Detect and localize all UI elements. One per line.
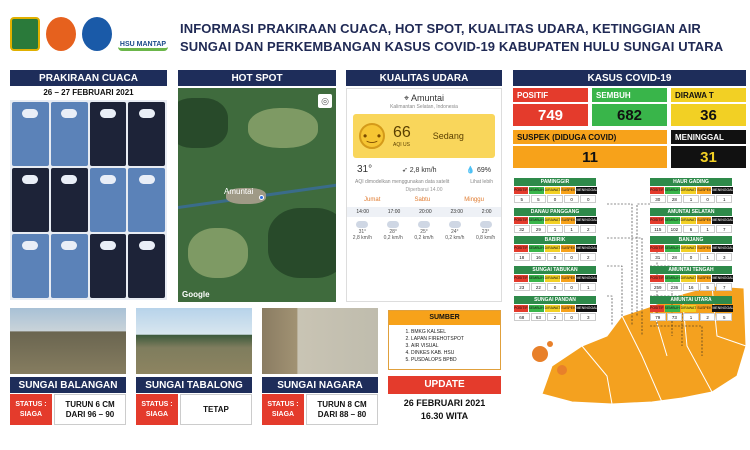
- district-value: 0: [547, 195, 563, 203]
- col-head: SUSPEK: [561, 276, 576, 280]
- col-head: POSITIF: [650, 218, 664, 222]
- district-value: 1: [716, 195, 732, 203]
- update-title: UPDATE: [388, 376, 501, 394]
- cloud-icon: [61, 109, 77, 118]
- update-time: 16.30 WITA: [420, 411, 469, 421]
- col-head: SEMBUH: [664, 188, 680, 192]
- positif-label: POSITIF: [513, 88, 588, 102]
- forecast-days: [347, 197, 501, 203]
- source-item: 2. LAPAN FIREHOTSPOT: [411, 336, 500, 343]
- air-wind-value: 2,8 km/h: [409, 166, 437, 174]
- district-value: 23: [514, 283, 530, 291]
- status-value: SIAGA: [271, 410, 295, 418]
- district-value: 7: [716, 283, 732, 291]
- suspek-label: SUSPEK (DIDUGA COVID): [513, 130, 667, 144]
- aqi-card: [353, 114, 495, 158]
- col-head: SEMBUH: [664, 218, 680, 222]
- district-columns: [650, 275, 732, 282]
- district-value: 2: [580, 253, 596, 261]
- status-value: SIAGA: [145, 410, 169, 418]
- col-head: POSITIF: [650, 246, 664, 250]
- district-value: 18: [514, 253, 530, 261]
- cloud-icon: [22, 109, 38, 118]
- status-label: STATUS :: [15, 400, 47, 408]
- aqi-block: [393, 124, 411, 148]
- page-title: [180, 20, 740, 56]
- river-status: [136, 394, 178, 425]
- district-value: 1: [683, 313, 699, 321]
- col-head: DIRAWAT: [544, 246, 561, 250]
- air-updated: Diperbarui 14.00: [405, 187, 443, 193]
- col-head: MENINGGAL: [576, 188, 598, 192]
- cloud-icon: [387, 221, 399, 228]
- district-value: 28: [667, 195, 683, 203]
- meninggal-label: MENINGGAL: [671, 130, 746, 144]
- col-head: MENINGGAL: [576, 218, 598, 222]
- col-head: SEMBUH: [664, 276, 680, 280]
- district-name: SUNGAI PANDAN: [514, 296, 596, 304]
- weather-cell: [12, 168, 49, 232]
- col-head: MENINGGAL: [576, 246, 598, 250]
- district-value: 30: [650, 195, 666, 203]
- district-name: AMUNTAI SELATAN: [650, 208, 732, 216]
- aqi-status: Sedang: [432, 131, 464, 141]
- col-head: POSITIF: [514, 218, 528, 222]
- col-head: SUSPEK: [697, 218, 712, 222]
- source-item: 5. PUSDALOPS BPBD: [411, 357, 500, 364]
- district-value: 1: [547, 225, 563, 233]
- map-layers-icon[interactable]: ◎: [318, 94, 332, 108]
- col-head: DIRAWAT: [680, 276, 697, 280]
- district-value: 22: [531, 283, 547, 291]
- river-status: [10, 394, 52, 425]
- air-section-title: KUALITAS UDARA: [346, 70, 502, 86]
- col-head: POSITIF: [514, 306, 528, 310]
- cloud-icon: [61, 175, 77, 184]
- col-head: MENINGGAL: [712, 276, 734, 280]
- district-value: 0: [564, 313, 580, 321]
- suspek-value: 11: [513, 146, 667, 168]
- weather-cell: [128, 168, 165, 232]
- cloud-icon: [356, 221, 368, 228]
- forecast-day[interactable]: Jumat: [364, 197, 381, 203]
- cloud-icon: [100, 109, 116, 118]
- hotspot-section-title: HOT SPOT: [178, 70, 336, 86]
- level-range: DARI 88 – 80: [317, 409, 367, 419]
- forecast-temp: 28°: [389, 229, 397, 235]
- cloud-icon: [61, 241, 77, 250]
- source-item: 3. AIR VISUAL: [411, 343, 500, 350]
- forecast-hour: 20:00: [419, 209, 432, 215]
- map-place-label: Amuntai: [224, 187, 254, 196]
- district-columns: [650, 305, 732, 312]
- district-value: 0: [564, 283, 580, 291]
- forecast-temps: [347, 221, 501, 241]
- col-head: POSITIF: [514, 276, 528, 280]
- forecast-wind: 0,2 km/h: [445, 235, 465, 241]
- level-change: TURUN 8 CM: [317, 399, 367, 409]
- forecast-day[interactable]: Minggu: [464, 197, 484, 203]
- col-head: POSITIF: [514, 246, 528, 250]
- aqi-unit: AQI US: [393, 142, 410, 148]
- hotspot-map[interactable]: [178, 88, 336, 302]
- district-value: 115: [650, 225, 666, 233]
- sources-list: [389, 325, 500, 364]
- col-head: SEMBUH: [528, 188, 544, 192]
- river-balangan-photo: [10, 308, 126, 374]
- cloud-icon: [139, 109, 155, 118]
- district-name: AMUNTAI UTARA: [650, 296, 732, 304]
- col-head: POSITIF: [650, 188, 664, 192]
- col-head: SUSPEK: [697, 188, 712, 192]
- district-value: 0: [547, 283, 563, 291]
- update-info: [388, 394, 501, 426]
- cloud-icon: [22, 175, 38, 184]
- face-icon: •‿•: [359, 123, 385, 149]
- district-value: 73: [667, 313, 683, 321]
- col-head: POSITIF: [514, 188, 528, 192]
- weather-cell: [90, 102, 127, 166]
- weather-date-range: 26 – 27 FEBRUARI 2021: [10, 88, 167, 100]
- map-terrain: [178, 98, 228, 148]
- district-value: 0: [700, 195, 716, 203]
- col-head: SEMBUH: [528, 276, 544, 280]
- district-value: 0: [547, 253, 563, 261]
- forecast-wind: 0,2 km/h: [414, 235, 434, 241]
- district-value: 63: [531, 313, 547, 321]
- status-label: STATUS :: [141, 400, 173, 408]
- cloud-icon: [100, 241, 116, 250]
- district-values: [650, 225, 732, 233]
- dirawat-value: 36: [671, 104, 746, 126]
- level-change: TURUN 6 CM: [65, 399, 115, 409]
- map-terrain: [268, 208, 336, 278]
- district-value: 6: [683, 225, 699, 233]
- river-nagara-photo: [262, 308, 378, 374]
- positif-value: 749: [513, 104, 588, 126]
- district-values: [514, 195, 596, 203]
- cloud-icon: [139, 175, 155, 184]
- district-name: BANJANG: [650, 236, 732, 244]
- status-value: SIAGA: [19, 410, 43, 418]
- meninggal-value: 31: [671, 146, 746, 168]
- col-head: MENINGGAL: [576, 276, 598, 280]
- district-columns: [650, 245, 732, 252]
- map-attribution: Google: [182, 290, 210, 299]
- river-name: SUNGAI NAGARA: [262, 377, 378, 393]
- district-values: [650, 253, 732, 261]
- weather-cell: [90, 234, 127, 298]
- river-name: SUNGAI BALANGAN: [10, 377, 126, 393]
- hsu-regency-logo: [10, 17, 40, 51]
- district-name: AMUNTAI TENGAH: [650, 266, 732, 274]
- air-quality-panel: [346, 88, 502, 302]
- col-head: SUSPEK: [697, 306, 712, 310]
- district-value: 79: [650, 313, 666, 321]
- weather-cell: [51, 102, 88, 166]
- forecast-hour: 23:00: [450, 209, 463, 215]
- col-head: SUSPEK: [697, 246, 712, 250]
- district-values: [514, 283, 596, 291]
- forecast-hours: [347, 207, 501, 217]
- source-item: 1. BMKG KALSEL: [411, 329, 500, 336]
- forecast-item: [383, 221, 403, 241]
- col-head: SEMBUH: [664, 246, 680, 250]
- district-value: 68: [514, 313, 530, 321]
- forecast-hour: 14:00: [356, 209, 369, 215]
- river-name: SUNGAI TABALONG: [136, 377, 252, 393]
- air-humidity: 💧 69%: [466, 166, 491, 174]
- cloud-icon: [418, 221, 430, 228]
- forecast-temp: 31°: [358, 229, 367, 235]
- forecast-item: [476, 221, 496, 241]
- sources-box: [388, 310, 501, 370]
- district-value: 5: [514, 195, 530, 203]
- col-head: SEMBUH: [528, 306, 544, 310]
- district-columns: [650, 187, 732, 194]
- district-value: 2: [547, 313, 563, 321]
- col-head: SUSPEK: [561, 246, 576, 250]
- district-value: 0: [683, 253, 699, 261]
- map-terrain: [248, 108, 318, 148]
- air-conditions-row: [347, 162, 501, 177]
- sembuh-label: SEMBUH: [592, 88, 667, 102]
- river-level: [180, 394, 252, 425]
- dirawat-label: DIRAWA T: [671, 88, 746, 102]
- district-values: [650, 283, 732, 291]
- weather-cell: [12, 102, 49, 166]
- forecast-temp: 25°: [420, 229, 428, 235]
- air-temperature: 31°: [357, 164, 373, 175]
- forecast-hour: 17:00: [387, 209, 401, 215]
- forecast-item: [445, 221, 465, 241]
- river-tabalong-photo: [136, 308, 252, 374]
- district-columns: [650, 217, 732, 224]
- forecast-wind: 0,2 km/h: [383, 235, 403, 241]
- forecast-temp: 23°: [481, 229, 490, 235]
- weather-cell: [51, 168, 88, 232]
- district-value: 236: [667, 283, 683, 291]
- district-name: BABIRIK: [514, 236, 596, 244]
- col-head: MENINGGAL: [712, 218, 734, 222]
- district-value: 2: [700, 313, 716, 321]
- district-value: 31: [650, 253, 666, 261]
- district-value: 0: [580, 195, 596, 203]
- district-name: HAUR GADING: [650, 178, 732, 186]
- district-value: 1: [700, 225, 716, 233]
- covid-district-map: [512, 176, 748, 408]
- forecast-temp: 24°: [451, 229, 459, 235]
- district-name: PAMINGGIR: [514, 178, 596, 186]
- district-values: [650, 195, 732, 203]
- source-item: 4. DINKES KAB. HSU: [411, 350, 500, 357]
- cloud-icon: [22, 241, 38, 250]
- col-head: SUSPEK: [561, 306, 576, 310]
- district-value: 0: [564, 253, 580, 261]
- weather-cell: [128, 102, 165, 166]
- cloud-icon: [139, 241, 155, 250]
- kominfo-logo: [82, 17, 112, 51]
- district-columns: [514, 305, 596, 312]
- col-head: SEMBUH: [528, 246, 544, 250]
- district-value: 0: [564, 195, 580, 203]
- cloud-icon: [449, 221, 461, 228]
- title-line-1: INFORMASI PRAKIRAAN CUACA, HOT SPOT, KUALITAS UDARA, KETINGGIAN AIR: [180, 21, 701, 36]
- district-value: 259: [650, 283, 666, 291]
- river-level: [54, 394, 126, 425]
- district-value: 3: [716, 253, 732, 261]
- location-marker-icon[interactable]: [259, 195, 264, 200]
- river-level: [306, 394, 378, 425]
- district-values: [514, 253, 596, 261]
- district-value: 1: [700, 253, 716, 261]
- sources-title: SUMBER: [389, 311, 500, 325]
- bpbd-logo: [46, 17, 76, 51]
- forecast-hour: 2:00: [481, 209, 492, 215]
- air-humidity-value: 69%: [476, 166, 491, 174]
- district-values: [650, 313, 732, 321]
- col-head: POSITIF: [650, 276, 664, 280]
- air-header: [347, 89, 501, 110]
- weather-cell: [128, 234, 165, 298]
- district-value: 1: [580, 283, 596, 291]
- weather-grid: [10, 100, 167, 300]
- level-range: DARI 96 – 90: [65, 409, 115, 419]
- district-value: 7: [716, 225, 732, 233]
- col-head: MENINGGAL: [712, 306, 734, 310]
- sembuh-value: 682: [592, 104, 667, 126]
- district-columns: [514, 275, 596, 282]
- district-value: 3: [580, 313, 596, 321]
- weather-cell: [51, 234, 88, 298]
- logo-group: [10, 14, 170, 54]
- district-value: 1: [683, 195, 699, 203]
- col-head: MENINGGAL: [712, 188, 734, 192]
- col-head: POSITIF: [650, 306, 664, 310]
- district-values: [514, 225, 596, 233]
- level-change: TETAP: [203, 404, 229, 414]
- district-value: 2: [580, 225, 596, 233]
- weather-cell: [12, 234, 49, 298]
- col-head: DIRAWAT: [544, 306, 561, 310]
- covid-section-title: KASUS COVID-19: [513, 70, 746, 86]
- district-name: SUNGAI TABUKAN: [514, 266, 596, 274]
- col-head: DIRAWAT: [680, 188, 697, 192]
- district-value: 5: [716, 313, 732, 321]
- update-date: 26 FEBRUARI 2021: [403, 398, 486, 408]
- col-head: SEMBUH: [664, 306, 680, 310]
- col-head: SUSPEK: [561, 188, 576, 192]
- air-wind: ➶ 2,8 km/h: [401, 166, 437, 174]
- district-columns: [514, 217, 596, 224]
- air-note-row: [347, 177, 501, 187]
- air-region: Kalimantan Selatan, Indonesia: [390, 104, 458, 110]
- map-terrain: [188, 228, 248, 278]
- status-label: STATUS :: [267, 400, 299, 408]
- col-head: SUSPEK: [697, 276, 712, 280]
- col-head: MENINGGAL: [712, 246, 734, 250]
- river-status: [262, 394, 304, 425]
- col-head: DIRAWAT: [680, 306, 697, 310]
- col-head: DIRAWAT: [680, 218, 697, 222]
- air-city-name: Amuntai: [411, 93, 445, 103]
- col-head: SEMBUH: [528, 218, 544, 222]
- weather-section-title: PRAKIRAAN CUACA: [10, 70, 167, 86]
- district-value: 32: [514, 225, 530, 233]
- district-panel: [650, 296, 732, 334]
- aqi-value: 66: [393, 124, 411, 141]
- col-head: DIRAWAT: [680, 246, 697, 250]
- district-value: 28: [667, 253, 683, 261]
- col-head: DIRAWAT: [544, 276, 561, 280]
- district-value: 16: [531, 253, 547, 261]
- col-head: DIRAWAT: [544, 188, 561, 192]
- district-columns: [514, 187, 596, 194]
- district-value: 102: [667, 225, 683, 233]
- district-name: DANAU PANGGANG: [514, 208, 596, 216]
- forecast-item: [414, 221, 434, 241]
- district-value: 5: [531, 195, 547, 203]
- district-value: 16: [683, 283, 699, 291]
- col-head: DIRAWAT: [544, 218, 561, 222]
- district-value: 29: [531, 225, 547, 233]
- district-panel: [514, 296, 596, 334]
- district-value: 1: [564, 225, 580, 233]
- forecast-item: [352, 221, 372, 241]
- air-city: ⌖ Amuntai: [403, 93, 445, 103]
- cloud-icon: [100, 175, 116, 184]
- air-more-link[interactable]: Lihat lebih: [470, 179, 493, 185]
- title-line-2: SUNGAI DAN PERKEMBANGAN KASUS COVID-19 KABUPATEN HULU SUNGAI UTARA: [180, 39, 724, 54]
- forecast-wind: 2,8 km/h: [352, 235, 372, 241]
- district-value: 5: [700, 283, 716, 291]
- cloud-icon: [480, 221, 492, 228]
- forecast-day[interactable]: Sabtu: [414, 197, 431, 203]
- district-values: [514, 313, 596, 321]
- forecast-wind: 0,8 km/h: [475, 235, 496, 241]
- weather-cell: [90, 168, 127, 232]
- hsu-mantap-logo: HSU MANTAP: [118, 17, 168, 51]
- air-note: AQI dimodelkan menggunakan data satelit: [355, 179, 450, 185]
- col-head: SUSPEK: [561, 218, 576, 222]
- district-columns: [514, 245, 596, 252]
- weather-forecast-panel: [10, 88, 167, 300]
- col-head: MENINGGAL: [576, 306, 598, 310]
